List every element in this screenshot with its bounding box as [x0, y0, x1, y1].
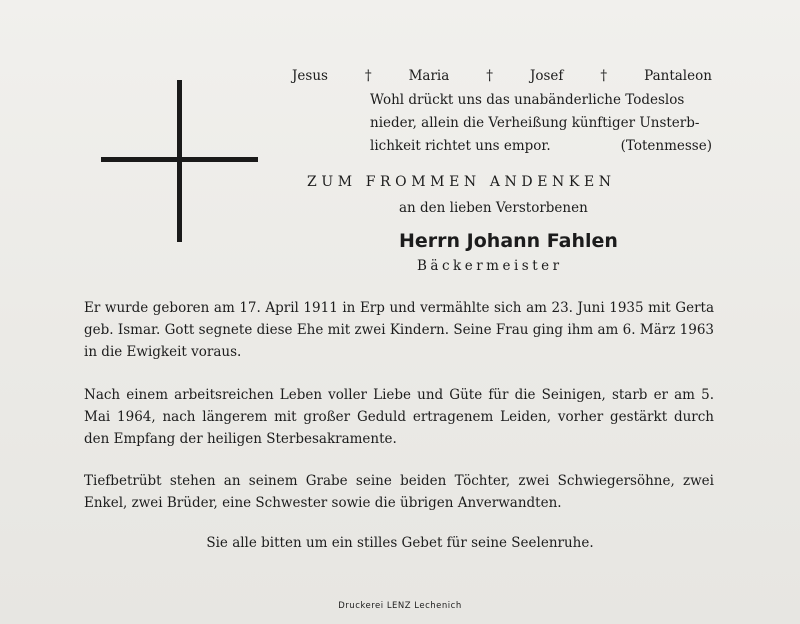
quote-line-3	[370, 138, 712, 154]
cross-icon-bar	[101, 157, 258, 162]
invocation-word: Pantaleon	[644, 68, 712, 84]
quote-line-1: Wohl drückt uns das unabänderliche Todeslos	[370, 92, 685, 108]
closing-request: Sie alle bitten um ein stilles Gebet für seine Seelenruhe.	[206, 535, 594, 551]
death-paragraph: Nach einem arbeitsreichen Leben voller Liebe und Güte für die Seinigen, starb er am 5. Mai 1964, nach längerem mit großer Geduld ertragenem Leiden, vorher gestärkt durch den Empfang der heiligen Sterbesakramente.	[84, 387, 714, 447]
printer-imprint: Druckerei LENZ Lechenich	[338, 601, 462, 611]
quote-line-2: nieder, allein die Verheißung künftiger Unsterb-	[370, 115, 700, 131]
mourners-paragraph: Tiefbetrübt stehen an seinem Grabe seine beiden Töchter, zwei Schwiegersöhne, zwei Enkel, zwei Brüder, eine Schwester sowie die übrigen Anverwandten.	[84, 473, 714, 511]
invocation-word: Josef	[529, 68, 564, 84]
invocation-line	[292, 68, 712, 84]
deceased-name: Herrn Johann Fahlen	[399, 230, 618, 252]
invocation-word: Maria	[408, 68, 450, 84]
subheading: an den lieben Verstorbenen	[399, 200, 588, 216]
occupation: Bäckermeister	[417, 258, 563, 274]
quote-source: (Totenmesse)	[620, 138, 712, 154]
quote-line-3-text: lichkeit richtet uns empor.	[370, 138, 551, 154]
biography-paragraph: Er wurde geboren am 17. April 1911 in Erp und vermählte sich am 23. Juni 1935 mit Gerta geb. Ismar. Gott segnete diese Ehe mit zwei Kindern. Seine Frau ging ihm am 6. März 1963 in die Ewigkeit voraus.	[84, 300, 714, 360]
dagger-icon: †	[600, 68, 608, 84]
dagger-icon: †	[486, 68, 494, 84]
invocation-word: Jesus	[292, 68, 328, 84]
dagger-icon: †	[364, 68, 372, 84]
heading: ZUM FROMMEN ANDENKEN	[307, 174, 616, 190]
